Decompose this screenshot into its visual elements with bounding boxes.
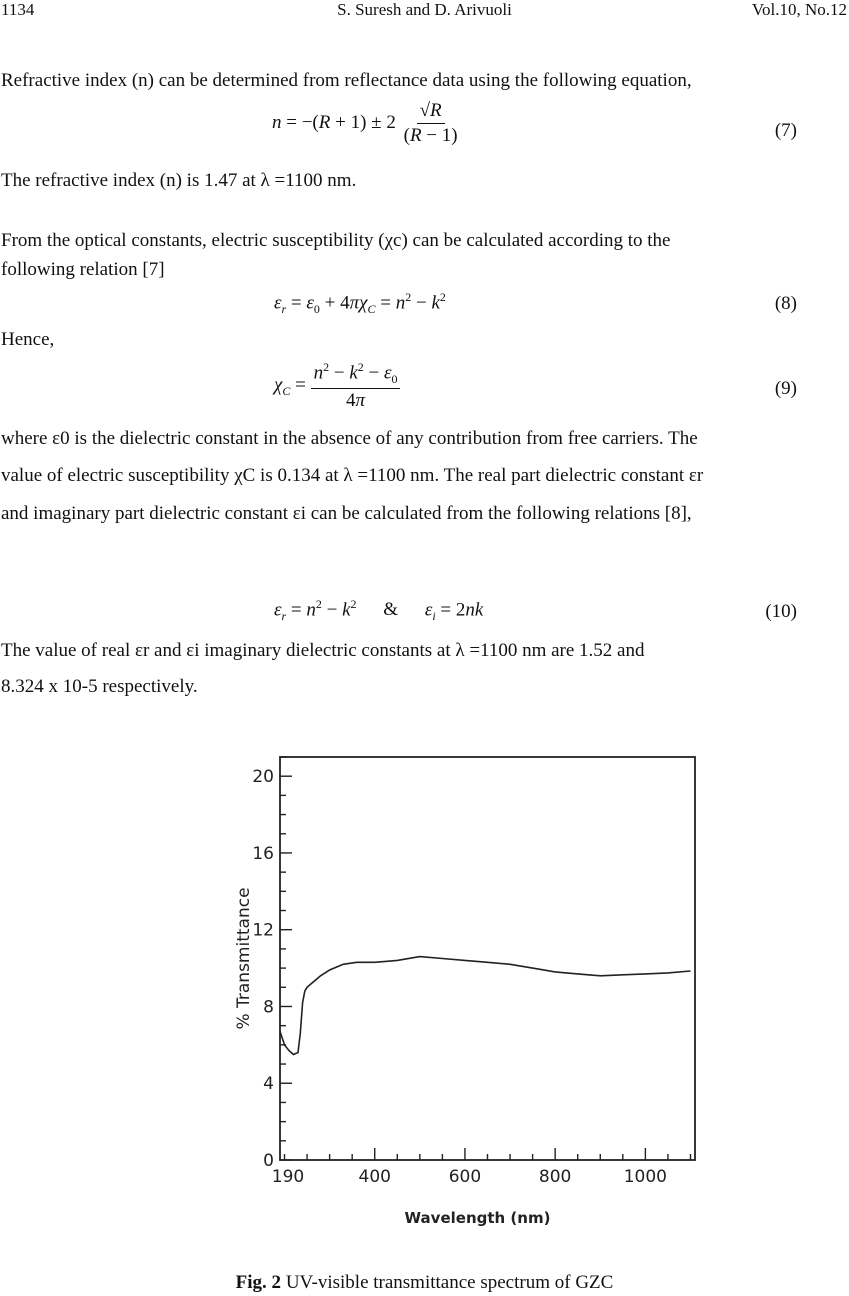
equation-8: $\varepsilon_r = \varepsilon_0 + 4\pi\chi_C = n^2 - k^2$	[274, 290, 446, 317]
transmittance-series-line	[280, 957, 691, 1055]
figure-caption-label: Fig. 2	[235, 1272, 282, 1293]
x-tick-label: 800	[538, 1167, 572, 1187]
equation-8-number: (8)	[774, 293, 797, 314]
transmittance-chart	[225, 735, 715, 1235]
paragraph-refractive-intro: Refractive index (n) can be determined from reflectance data using the following equation,	[1, 70, 692, 91]
paragraph-dielectric-line3: and imaginary part dielectric constant εi can be calculated from the following relations [8],	[1, 503, 692, 524]
y-tick-label: 8	[263, 997, 274, 1018]
figure-caption	[0, 1272, 849, 1294]
running-header-authors: S. Suresh and D. Arivuoli	[337, 0, 512, 19]
y-tick-label: 0	[263, 1151, 274, 1171]
equation-7-number: (7)	[774, 120, 797, 141]
paragraph-dielectric-values-line2: 8.324 x 10-5 respectively.	[1, 676, 198, 697]
y-tick-label: 4	[263, 1074, 274, 1095]
paragraph-susceptibility-line1: From the optical constants, electric susceptibility (χc) can be calculated according to the	[1, 230, 671, 251]
plot-frame	[280, 757, 695, 1160]
page-number: 1134	[1, 0, 35, 19]
paragraph-hence: Hence,	[1, 329, 55, 350]
chart-ticks	[252, 757, 690, 1187]
y-tick-label: 12	[252, 920, 274, 941]
paragraph-refractive-value: The refractive index (n) is 1.47 at λ =1100 nm.	[1, 170, 357, 191]
chart-axes	[280, 757, 695, 1160]
y-tick-label: 16	[252, 843, 274, 864]
equation-7: n = −(R + 1) ± 2 $\frac{√R}{(R - 1)}$	[272, 100, 458, 146]
x-axis-label: Wavelength (nm)	[404, 1209, 551, 1227]
x-tick-label: 190	[271, 1167, 305, 1187]
x-tick-label: 400	[358, 1167, 391, 1187]
x-tick-label: 1000	[623, 1167, 668, 1187]
equation-9-number: (9)	[774, 378, 797, 399]
paragraph-dielectric-values-line1: The value of real εr and εi imaginary dielectric constants at λ =1100 nm are 1.52 and	[1, 640, 645, 661]
figure-caption-text: UV-visible transmittance spectrum of GZC	[281, 1272, 614, 1293]
x-tick-label: 600	[448, 1167, 482, 1187]
equation-9: $\chi_C$ = $\frac{n^2 - k^2 - \varepsilon_0}{4\pi}$	[274, 360, 400, 412]
paragraph-dielectric-line1: where ε0 is the dielectric constant in the absence of any contribution from free carriers. The	[1, 428, 698, 449]
equation-10-number: (10)	[765, 601, 797, 622]
running-header-volume: Vol.10, No.12	[751, 0, 847, 19]
equation-10: $\varepsilon_r = n^2 - k^2$ & $\varepsilon_i = 2nk$	[274, 597, 484, 624]
paragraph-susceptibility-line2: following relation [7]	[1, 259, 165, 280]
paragraph-dielectric-line2: value of electric susceptibility χC is 0.134 at λ =1100 nm. The real part dielectric constant εr	[1, 465, 704, 486]
y-axis-label: % Transmittance	[234, 887, 254, 1030]
y-tick-label: 20	[252, 767, 274, 788]
